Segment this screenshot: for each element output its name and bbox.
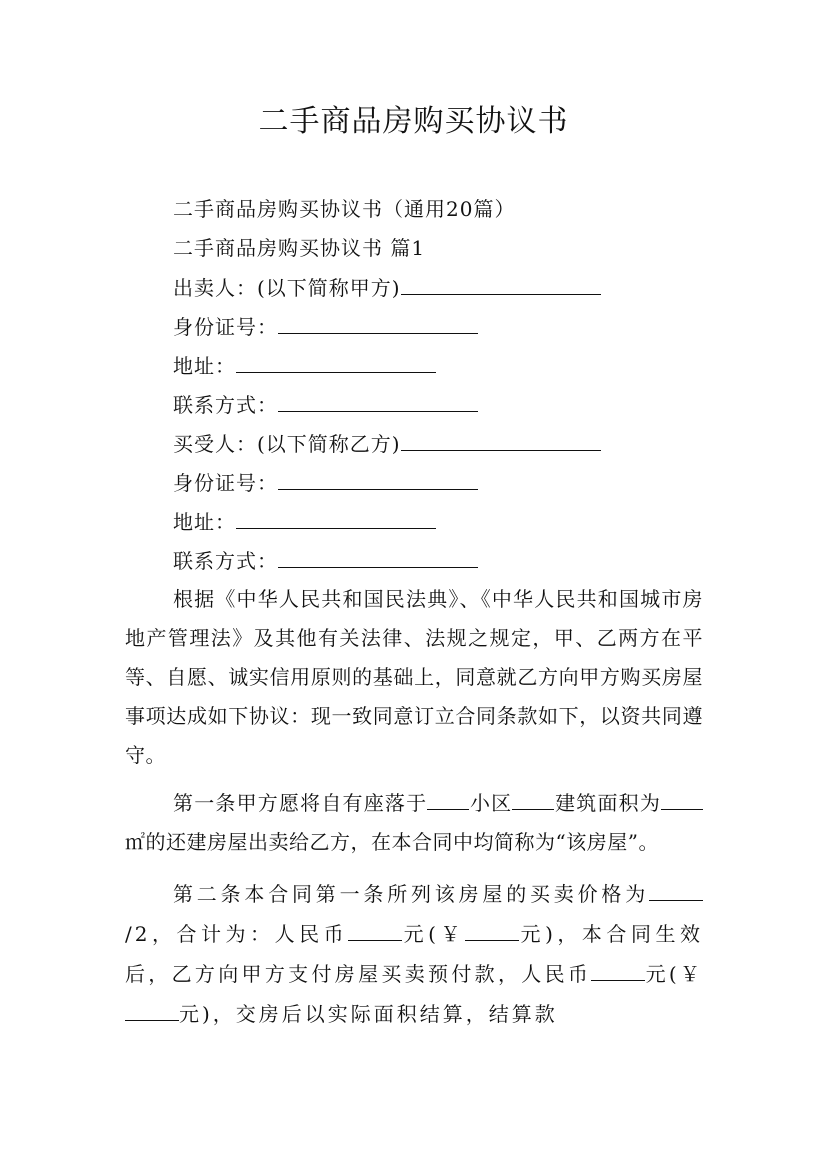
document-subtitle: 二手商品房购买协议书（通用20篇） [173, 197, 516, 221]
seller-contact-line [125, 385, 703, 424]
document-title: 二手商品房购买协议书 [258, 104, 569, 139]
seller-id-label: 身份证号： [173, 315, 278, 339]
seller-address-label: 地址： [173, 354, 236, 378]
buyer-address-blank [236, 502, 436, 529]
buyer-line [125, 424, 703, 463]
seller-address-blank [236, 346, 436, 373]
article-1-location-blank [427, 783, 469, 810]
article-1-text-d: ㎡的还建房屋出卖给乙方，在本合同中均简称为“该房屋”。 [125, 830, 659, 854]
article-2-prepay-yuan-blank [125, 994, 179, 1021]
article-2-total-yuan-blank [465, 914, 519, 941]
buyer-id-blank [278, 463, 478, 490]
article-1-text-c: 建筑面积为 [554, 791, 662, 815]
section-heading: 二手商品房购买协议书 篇1 [173, 236, 426, 260]
buyer-contact-line [125, 541, 703, 580]
seller-label: 出卖人：(以下简称甲方) [173, 276, 401, 300]
article-2-text-b: /2，合计为：人民币 [125, 922, 349, 946]
document-body [125, 190, 703, 1034]
article-2-text-a: 第二条本合同第一条所列该房屋的买卖价格为 [173, 882, 649, 906]
buyer-id-label: 身份证号： [173, 471, 278, 495]
buyer-address-label: 地址： [173, 510, 236, 534]
seller-line [125, 268, 703, 307]
article-2-paragraph [125, 874, 703, 1034]
article-2-total-rmb-blank [348, 914, 402, 941]
buyer-name-blank [401, 424, 601, 451]
article-1-area-blank [661, 783, 703, 810]
buyer-id-line [125, 463, 703, 502]
buyer-contact-label: 联系方式： [173, 549, 278, 573]
seller-id-line [125, 307, 703, 346]
seller-contact-label: 联系方式： [173, 393, 278, 417]
preamble-paragraph: 根据《中华人民共和国民法典》、《中华人民共和国城市房地产管理法》及其他有关法律、法规之规定，甲、乙两方在平等、自愿、诚实信用原则的基础上，同意就乙方向甲方购买房屋事项达成如下协议：现一致同意订立合同条款如下，以资共同遵守。 [125, 587, 703, 767]
article-2-text-c: 元(￥ [402, 922, 466, 946]
article-1-text-b: 小区 [469, 791, 513, 815]
article-1-text-a: 第一条甲方愿将自有座落于 [173, 791, 428, 815]
buyer-address-line [125, 502, 703, 541]
article-2-text-d: 元)，本合同生效后，乙方向甲方支付房屋买卖预付款，人民币 [125, 922, 703, 986]
article-2-text-e: 元(￥ [645, 962, 703, 986]
article-1-building-blank [512, 783, 554, 810]
seller-contact-blank [278, 385, 478, 412]
seller-address-line [125, 346, 703, 385]
article-1-paragraph [125, 783, 703, 862]
article-2-price-blank [649, 874, 703, 901]
buyer-contact-blank [278, 541, 478, 568]
seller-id-blank [278, 307, 478, 334]
article-2-prepay-rmb-blank [591, 954, 645, 981]
article-2-text-f: 元)，交房后以实际面积结算，结算款 [179, 1002, 558, 1026]
buyer-label: 买受人：(以下简称乙方) [173, 432, 401, 456]
seller-name-blank [401, 268, 601, 295]
